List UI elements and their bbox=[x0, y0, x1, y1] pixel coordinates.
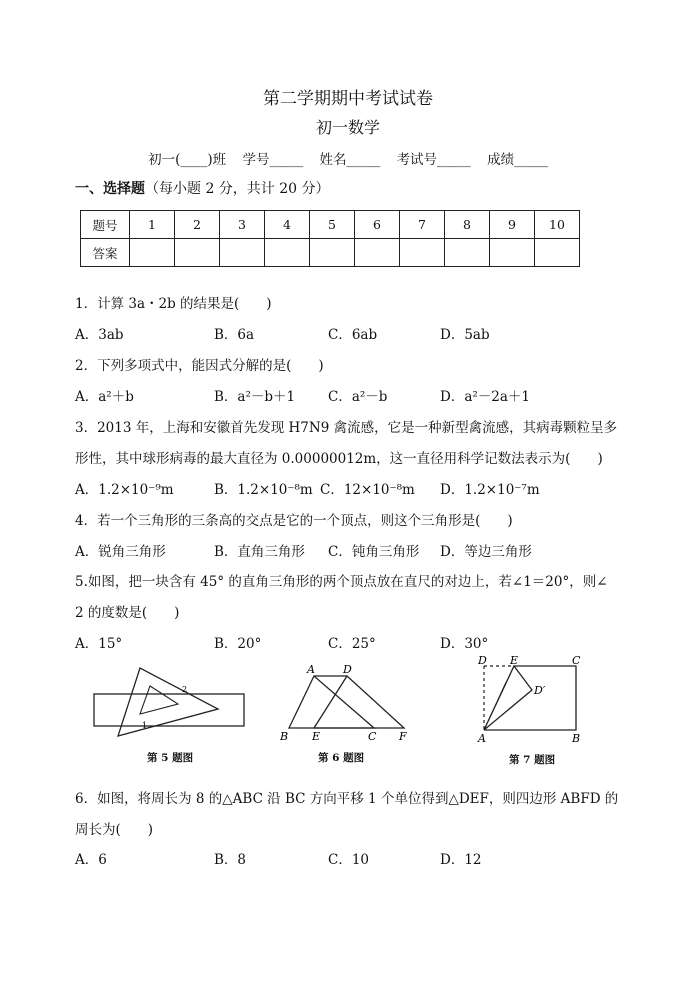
q4-option-a: A．锐角三角形 bbox=[75, 544, 166, 560]
table-cell-number: 5 bbox=[310, 211, 355, 239]
q4-option-c: C．钝角三角形 bbox=[328, 544, 420, 560]
answer-cell[interactable] bbox=[175, 239, 220, 267]
answer-cell[interactable] bbox=[535, 239, 580, 267]
q2-option-b: B．a²－b＋1 bbox=[214, 389, 296, 405]
table-cell-number: 3 bbox=[220, 211, 265, 239]
point-e-label: E bbox=[312, 730, 321, 742]
answer-table bbox=[80, 210, 580, 267]
figure-5-ruler-triangle bbox=[90, 662, 250, 742]
answer-cell[interactable] bbox=[220, 239, 265, 267]
table-cell-number: 8 bbox=[445, 211, 490, 239]
q4-option-b: B．直角三角形 bbox=[214, 544, 305, 560]
point-c-label: C bbox=[368, 730, 377, 742]
answer-cell[interactable] bbox=[490, 239, 535, 267]
figure-6-caption: 第 6 题图 bbox=[318, 752, 365, 764]
section-note: （每小题 2 分，共计 20 分） bbox=[145, 181, 330, 197]
q1-option-d: D．5ab bbox=[440, 327, 490, 343]
answer-cell[interactable] bbox=[130, 239, 175, 267]
answer-cell[interactable] bbox=[265, 239, 310, 267]
figure-7-caption: 第 7 题图 bbox=[509, 754, 556, 766]
q1-option-a: A．3ab bbox=[75, 327, 124, 343]
point-d-label: D bbox=[478, 654, 487, 667]
q3-option-b: B．1.2×10⁻⁸m bbox=[214, 482, 313, 498]
question-3-stem-line2: 形性，其中球形病毒的最大直径为 0.00000012m，这一直径用科学记数法表示为( ) bbox=[75, 451, 603, 467]
exam-title: 第二学期期中考试试卷 bbox=[263, 89, 433, 109]
figure-7-folding bbox=[472, 654, 588, 746]
figure-6-translation bbox=[278, 660, 414, 742]
point-d-label: D bbox=[343, 663, 352, 676]
q5-option-a: A．15° bbox=[75, 636, 123, 652]
table-row bbox=[81, 239, 580, 267]
q3-option-d: D．1.2×10⁻⁷m bbox=[440, 482, 540, 498]
table-cell-number: 1 bbox=[130, 211, 175, 239]
point-e-label: E bbox=[510, 654, 519, 667]
table-cell-number: 6 bbox=[355, 211, 400, 239]
q6-option-c: C．10 bbox=[328, 852, 370, 868]
q3-option-c: C．12×10⁻⁸m bbox=[320, 482, 415, 498]
question-5-stem-line1: 5.如图，把一块含有 45° 的直角三角形的两个顶点放在直尺的对边上，若∠1＝20°，则∠ bbox=[75, 574, 608, 590]
question-3-stem-line1: 3．2013 年，上海和安徽首先发现 H7N9 禽流感，它是一种新型禽流感，其病毒颗粒呈多 bbox=[75, 420, 618, 436]
class-field: 初一(____)班 bbox=[148, 152, 227, 168]
point-a-label: A bbox=[478, 732, 486, 745]
q4-option-d: D．等边三角形 bbox=[440, 544, 532, 560]
question-1-stem: 1．计算 3a・2b 的结果是( ) bbox=[75, 296, 272, 312]
subject-title: 初一数学 bbox=[315, 118, 380, 137]
q5-option-b: B．20° bbox=[214, 636, 262, 652]
answer-cell[interactable] bbox=[310, 239, 355, 267]
student-info-line bbox=[0, 148, 696, 168]
table-row bbox=[81, 211, 580, 239]
question-4-stem: 4．若一个三角形的三条高的交点是它的一个顶点，则这个三角形是( ) bbox=[75, 513, 513, 529]
triangle-def bbox=[314, 676, 404, 728]
point-b-label: B bbox=[572, 732, 581, 745]
exam-no-field: 考试号_____ bbox=[396, 152, 471, 168]
triangle-abc bbox=[289, 676, 374, 728]
angle-1-label: 1 bbox=[142, 721, 148, 730]
section-label: 一、选择题 bbox=[75, 181, 145, 197]
section-heading bbox=[75, 178, 330, 198]
rectangle-outline bbox=[484, 666, 576, 730]
set-square-inner bbox=[140, 686, 178, 714]
point-a-label: A bbox=[307, 663, 315, 676]
table-cell-number: 7 bbox=[400, 211, 445, 239]
point-f-label: F bbox=[399, 730, 407, 742]
q6-option-b: B．8 bbox=[214, 852, 247, 868]
answer-cell[interactable] bbox=[355, 239, 400, 267]
q2-option-c: C．a²－b bbox=[328, 389, 388, 405]
question-2-stem: 2．下列多项式中，能因式分解的是( ) bbox=[75, 358, 324, 374]
fold-line bbox=[484, 682, 506, 730]
q1-option-c: C．6ab bbox=[328, 327, 378, 343]
table-row-label: 题号 bbox=[81, 211, 130, 239]
table-cell-number: 9 bbox=[490, 211, 535, 239]
figure-5-caption: 第 5 题图 bbox=[147, 752, 194, 764]
table-cell-number: 10 bbox=[535, 211, 580, 239]
score-field: 成绩_____ bbox=[487, 152, 548, 168]
student-no-field: 学号_____ bbox=[242, 152, 304, 168]
question-6-stem-line1: 6．如图，将周长为 8 的△ABC 沿 BC 方向平移 1 个单位得到△DEF，则四边形 ABFD 的 bbox=[75, 791, 619, 807]
q6-option-d: D．12 bbox=[440, 852, 482, 868]
q6-option-a: A．6 bbox=[75, 852, 107, 868]
q5-option-d: D．30° bbox=[440, 636, 489, 652]
folded-triangle bbox=[484, 666, 532, 730]
answer-cell[interactable] bbox=[400, 239, 445, 267]
q5-option-c: C．25° bbox=[328, 636, 376, 652]
point-d-prime-label: D′ bbox=[534, 684, 546, 697]
point-c-label: C bbox=[572, 654, 581, 667]
table-cell-number: 2 bbox=[175, 211, 220, 239]
question-6-stem-line2: 周长为( ) bbox=[75, 822, 154, 838]
angle-2-label: 2 bbox=[182, 685, 188, 694]
q2-option-d: D．a²－2a＋1 bbox=[440, 389, 531, 405]
answer-cell[interactable] bbox=[445, 239, 490, 267]
table-row-label: 答案 bbox=[81, 239, 130, 267]
name-field: 姓名_____ bbox=[319, 152, 381, 168]
point-b-label: B bbox=[280, 730, 289, 742]
q1-option-b: B．6a bbox=[214, 327, 255, 343]
question-5-stem-line2: 2 的度数是( ) bbox=[75, 605, 180, 621]
q3-option-a: A．1.2×10⁻⁹m bbox=[75, 482, 174, 498]
table-cell-number: 4 bbox=[265, 211, 310, 239]
q2-option-a: A．a²＋b bbox=[75, 389, 134, 405]
